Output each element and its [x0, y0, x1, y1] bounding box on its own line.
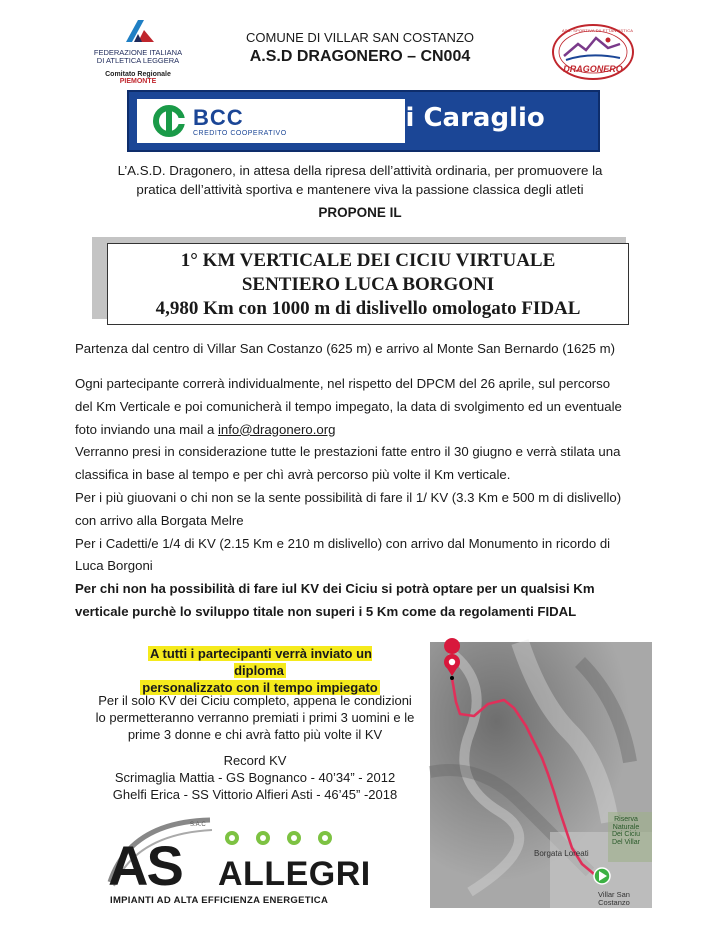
map-riserva-1: Riserva: [614, 816, 638, 823]
bank-name: Banca di Caraglio: [289, 103, 545, 133]
map-villar-2: Costanzo: [598, 898, 630, 907]
cadetti-line-1: Per i Cadetti/e 1/4 di KV (2.15 Km e 210 m dislivello) con arrivo dal Monumento in ricordo di: [75, 535, 611, 551]
map-riserva-2: Naturale: [612, 823, 640, 831]
bcc-leaf-icon: [151, 105, 187, 137]
verranno-line-2: classifica in base al tempo e per chì avrà percorso più volte il Km verticale.: [75, 467, 511, 483]
title-line-1: 1° KM VERTICALE DEI CICIU VIRTUALE: [180, 250, 556, 271]
map-label-borgata: Borgata Loreati: [534, 849, 589, 858]
highlight-line-1: A tutti i partecipanti verrà inviato un diploma: [150, 646, 372, 678]
fidal-logo: [88, 18, 188, 85]
map-label-villar: [598, 891, 630, 907]
allegri-tagline: IMPIANTI AD ALTA EFFICIENZA ENERGETICA: [110, 895, 329, 906]
bank-bcc: BCC: [193, 105, 244, 130]
bank-banner: [127, 90, 600, 152]
fidal-line-1: FEDERAZIONE ITALIANA: [93, 48, 183, 57]
allegri-logo: [100, 812, 370, 912]
dragonero-logo-name: DRAGONERO: [563, 64, 623, 74]
ogni-paragraph: [75, 373, 645, 624]
verranno-line-1: Verranno presi in considerazione tutte le prestazioni fatte entro il 30 giugno e verrà stilata una: [75, 444, 621, 460]
giovani-line-2: con arrivo alla Borgata Melre: [75, 512, 244, 528]
bank-coop: CREDITO COOPERATIVO: [193, 130, 287, 137]
solo-text: [75, 692, 435, 743]
fidal-comitato-region: PIEMONTE: [119, 78, 157, 85]
diploma-highlight: [140, 645, 380, 696]
route-map: [430, 642, 652, 908]
route-map-graphic: [430, 642, 652, 908]
ogni-line-3: [75, 419, 645, 442]
allegri-as: AS: [108, 834, 182, 897]
fidal-comitato-prefix: Comitato Regionale: [105, 71, 171, 78]
record-female: Ghelfi Erica - SS Vittorio Alfieri Asti - 46’45” -2018: [112, 787, 398, 802]
intro-line-1: L’A.S.D. Dragonero, in attesa della ripresa dell’attività ordinaria, per promuovere la: [117, 163, 603, 178]
title-line-2: SENTIERO LUCA BORGONI: [241, 274, 495, 295]
fidal-line-2: DI ATLETICA LEGGERA: [96, 56, 180, 65]
allegri-name: ALLEGRI: [218, 855, 371, 893]
ogni-line-1: Ogni partecipante correrà individualmente, nel rispetto del DPCM del 26 aprile, sul percorso: [75, 376, 611, 391]
giovani-line-1: Per i più giuovani o chi non se la sente possibilità di fare il 1/ KV (3.3 Km e 500 m di dislivello): [75, 489, 622, 505]
fidal-mark-icon: [88, 18, 188, 44]
record-title: Record KV: [223, 753, 287, 768]
cadetti-line-2: Luca Borgoni: [75, 558, 153, 574]
map-label-riserva: [606, 816, 646, 846]
title-line-3: 4,980 Km con 1000 m di dislivello omologato FIDAL: [155, 298, 581, 319]
ogni-line-3-prefix: foto inviando una mail a: [75, 421, 218, 437]
solo-line-1: Per il solo KV dei Ciciu completo, appena le condizioni: [98, 693, 412, 708]
propone-heading: PROPONE IL: [318, 205, 402, 220]
ogni-line-2: del Km Verticale e poi comunicherà il tempo impegato, la data di svolgimento ed un eventuale: [75, 398, 622, 414]
highlight-line-2: personalizzato con il tempo impiegato: [142, 680, 378, 695]
title-box: [107, 243, 629, 325]
map-riserva-3: Dei Ciciu: [611, 831, 640, 838]
header-asd: A.S.D DRAGONERO – CN004: [249, 48, 471, 65]
intro-text: [90, 161, 630, 199]
solo-line-2: lo permetteranno verranno premiati i primi 3 uomini e le: [95, 710, 415, 725]
record-male: Scrimaglia Mattia - GS Bognanco - 40’34” - 2012: [114, 770, 396, 785]
allegri-sac: S.A.C: [190, 822, 206, 828]
solo-line-3: prime 3 donne e chi avrà fatto più volte il KV: [127, 727, 383, 742]
bold-line-1: Per chi non ha possibilità di fare iul KV dei Ciciu si potrà optare per un qualsisi Km: [75, 581, 595, 597]
map-riserva-4: Del Villar: [612, 838, 640, 846]
record-section: [75, 752, 435, 803]
fidal-comitato: [88, 71, 188, 85]
header-comune: COMUNE DI VILLAR SAN COSTANZO: [245, 30, 474, 45]
dragonero-logo: [550, 22, 636, 82]
email-link[interactable]: info@dragonero.org: [217, 421, 336, 437]
intro-line-2: pratica dell’attività sportiva e mantenere viva la passione classica degli atleti: [136, 182, 584, 197]
bold-line-2: verticale purchè lo sviluppo titale non superi i 5 Km come da regolamenti FIDAL: [75, 603, 577, 619]
partenza-text: Partenza dal centro di Villar San Costanzo (625 m) e arrivo al Monte San Bernardo (1625 m): [75, 341, 615, 356]
map-villar-1: Villar San: [598, 890, 630, 899]
finish-play-icon: [594, 868, 610, 884]
dragonero-logo-top: ASS. SPORTIVA DILETTANTISTICA: [562, 28, 634, 33]
